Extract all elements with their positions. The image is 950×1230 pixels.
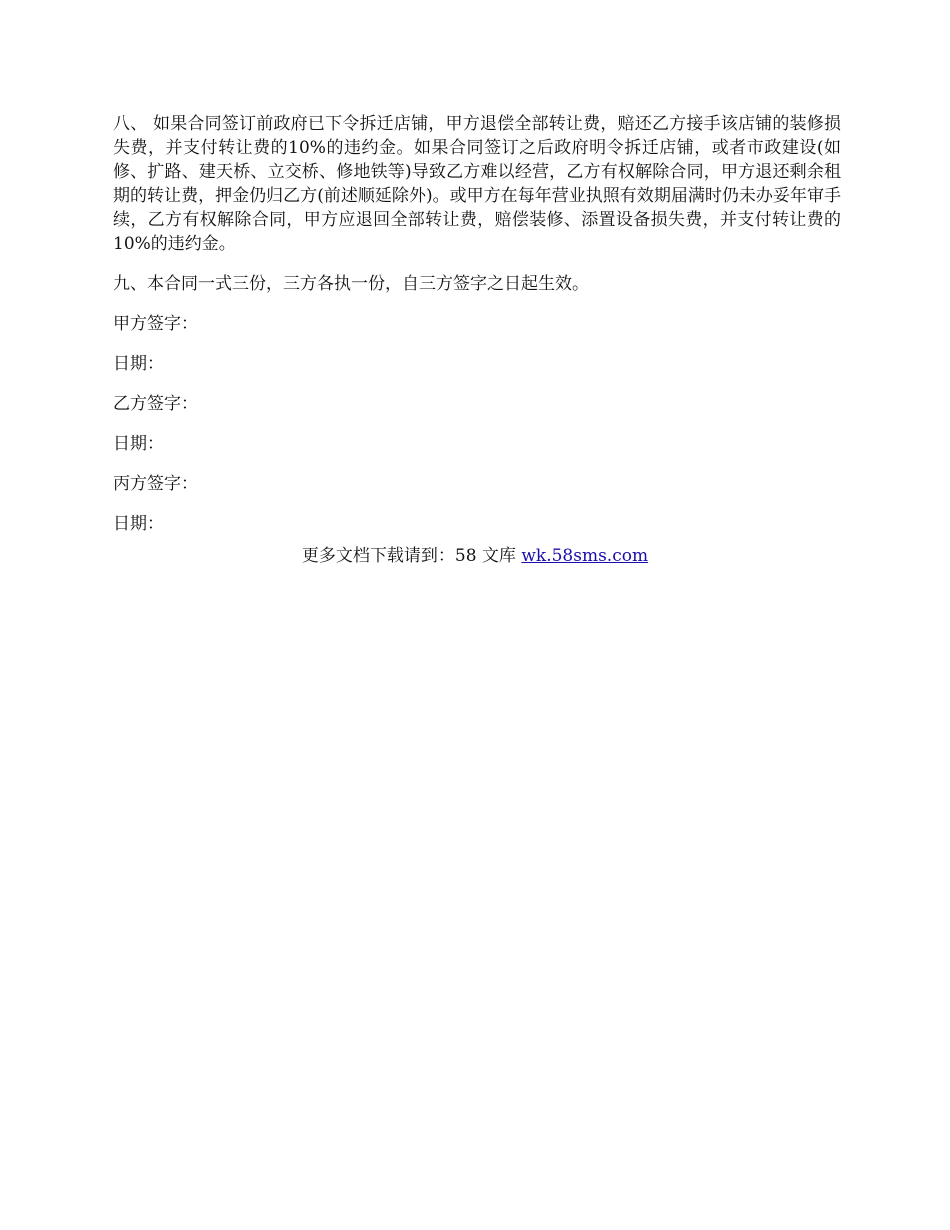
footer-site-link[interactable]: wk.58sms.com — [521, 546, 649, 566]
clause-nine-paragraph: 九、本合同一式三份，三方各执一份，自三方签字之日起生效。 — [113, 274, 589, 294]
document-body — [113, 112, 841, 552]
download-footer — [0, 544, 950, 568]
party-b-signature-label: 乙方签字： — [113, 394, 198, 414]
party-b-date-label: 日期： — [113, 434, 164, 454]
footer-text: 更多文档下载请到：58 文库 — [301, 546, 522, 566]
signature-block — [113, 312, 841, 536]
party-a-signature-label: 甲方签字： — [113, 314, 198, 334]
clause-eight-paragraph: 八、 如果合同签订前政府已下令拆迁店铺，甲方退偿全部转让费，赔还乙方接手该店铺的装修损失费，并支付转让费的10%的违约金。如果合同签订之后政府明令拆迁店铺，或者市政建设(如修、扩路、建天桥、立交桥、修地铁等)导致乙方难以经营，乙方有权解除合同，甲方退还剩余租期的转让费，押金仍归乙方(前述顺延除外)。或甲方在每年营业执照有效期届满时仍未办妥年审手续，乙方有权解除合同，甲方应退回全部转让费，赔偿装修、添置设备损失费，并支付转让费的10%的违约金。 — [113, 114, 841, 254]
party-a-date-label: 日期： — [113, 354, 164, 374]
party-c-signature-label: 丙方签字： — [113, 474, 198, 494]
party-c-date-label: 日期： — [113, 514, 164, 534]
